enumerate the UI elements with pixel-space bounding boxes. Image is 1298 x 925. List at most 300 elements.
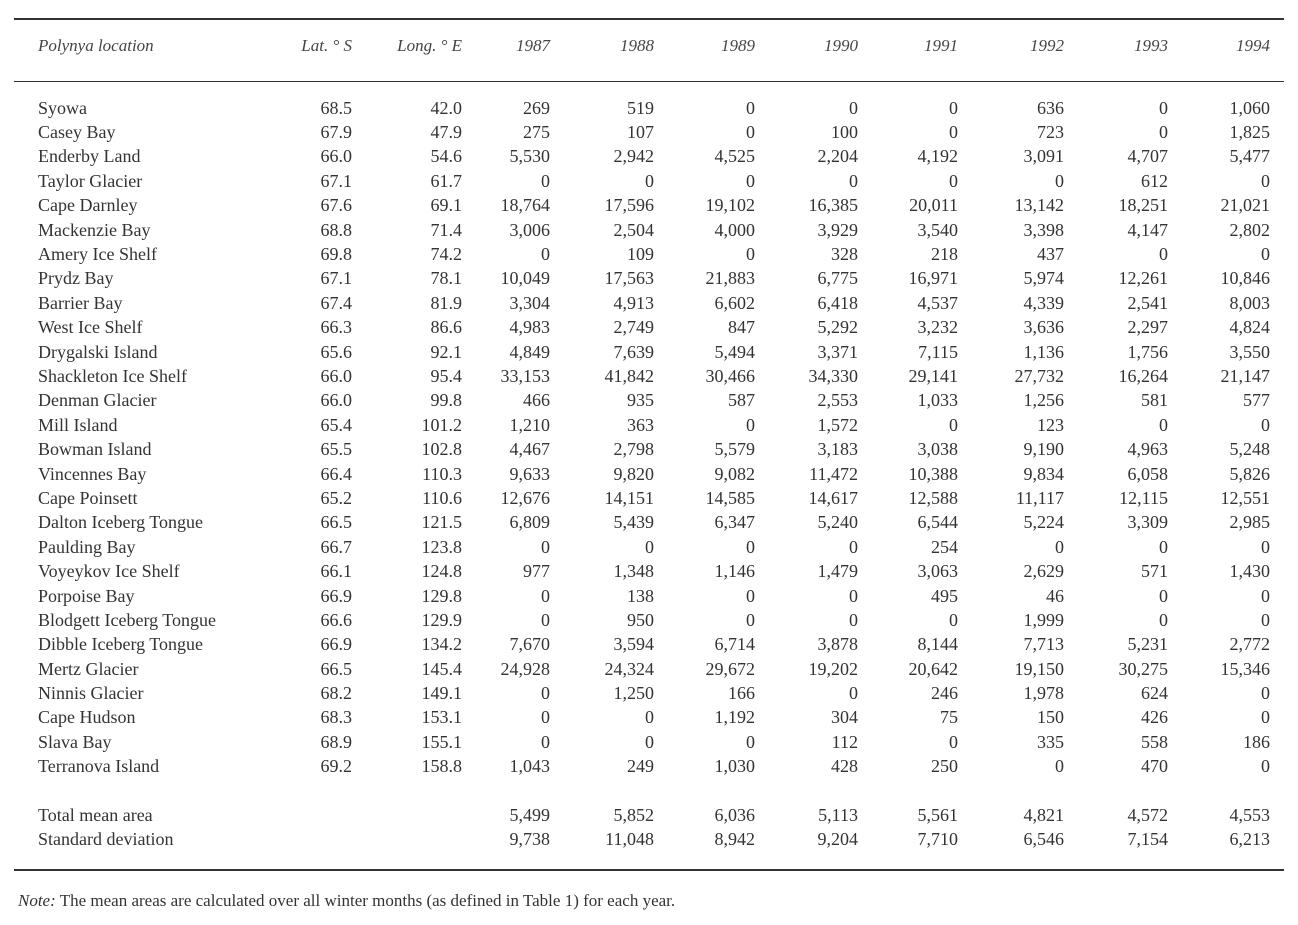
cell-y1990: 16,385	[808, 195, 858, 216]
cell-long: 86.6	[430, 317, 462, 338]
cell-y1993: 1,756	[1127, 341, 1168, 362]
cell-y1994: 5,826	[1229, 463, 1270, 484]
cell-y1989: 0	[746, 609, 755, 630]
cell-lat: 67.6	[320, 195, 352, 216]
cell-y1990: 11,472	[809, 463, 858, 484]
cell-location: Mill Island	[38, 414, 118, 435]
cell-y1988: 1,348	[613, 561, 654, 582]
cell-lat: 66.5	[320, 512, 352, 533]
cell-y1988: 0	[645, 707, 654, 728]
cell-y1991: 495	[931, 585, 958, 606]
cell-y1988: 9,820	[613, 463, 654, 484]
cell-y1991: 7,710	[917, 829, 958, 850]
cell-long: 99.8	[430, 390, 462, 411]
cell-y1989: 6,714	[714, 634, 755, 655]
cell-location: Porpoise Bay	[38, 585, 135, 606]
cell-long: 69.1	[430, 195, 462, 216]
cell-y1988: 363	[627, 414, 654, 435]
cell-location: Blodgett Iceberg Tongue	[38, 609, 217, 630]
cell-y1991: 246	[931, 683, 958, 704]
cell-y1990: 5,240	[817, 512, 858, 533]
table-row	[0, 340, 1270, 364]
cell-y1990: 304	[831, 707, 858, 728]
cell-y1992: 1,256	[1023, 390, 1064, 411]
header-1987: 1987	[516, 36, 550, 55]
cell-y1992: 0	[1055, 756, 1064, 777]
cell-y1993: 0	[1159, 585, 1168, 606]
cell-y1989: 21,883	[705, 268, 755, 289]
cell-y1991: 8,144	[917, 634, 958, 655]
cell-y1993: 0	[1159, 122, 1168, 143]
cell-y1988: 1,250	[613, 683, 654, 704]
cell-y1991: 254	[931, 536, 958, 557]
cell-y1988: 950	[627, 609, 654, 630]
cell-long: 92.1	[430, 341, 462, 362]
header-polynya-location: Polynya location	[38, 36, 154, 55]
cell-location: Dibble Iceberg Tongue	[38, 634, 204, 655]
cell-y1992: 9,190	[1023, 439, 1064, 460]
cell-y1992: 123	[1037, 414, 1064, 435]
table-row	[0, 267, 1270, 291]
cell-y1994: 0	[1261, 244, 1270, 265]
cell-location: Voyeykov Ice Shelf	[38, 561, 180, 582]
cell-y1993: 4,572	[1127, 804, 1168, 825]
cell-lat: 66.0	[320, 390, 352, 411]
cell-y1991: 4,192	[917, 146, 958, 167]
cell-y1987: 18,764	[500, 195, 550, 216]
cell-y1990: 3,929	[817, 219, 858, 240]
cell-long: 145.4	[421, 658, 462, 679]
cell-y1988: 0	[645, 731, 654, 752]
table-row	[0, 584, 1270, 608]
cell-y1988: 11,048	[605, 829, 654, 850]
cell-y1987: 9,633	[509, 463, 550, 484]
cell-y1989: 6,036	[714, 804, 755, 825]
cell-y1989: 0	[746, 122, 755, 143]
cell-long: 61.7	[430, 170, 462, 191]
cell-long: 71.4	[430, 219, 462, 240]
cell-long: 123.8	[421, 536, 462, 557]
cell-y1991: 10,388	[908, 463, 958, 484]
cell-location: Mackenzie Bay	[38, 219, 151, 240]
cell-location: Ninnis Glacier	[38, 683, 144, 704]
cell-lat: 66.4	[320, 463, 352, 484]
table-row	[0, 633, 1270, 657]
cell-y1994: 21,021	[1220, 195, 1270, 216]
cell-y1994: 21,147	[1220, 365, 1270, 386]
cell-y1992: 0	[1055, 536, 1064, 557]
table-row	[0, 706, 1270, 730]
cell-y1991: 75	[940, 707, 958, 728]
cell-lat: 66.1	[320, 561, 352, 582]
cell-lat: 67.1	[320, 170, 352, 191]
cell-y1987: 0	[541, 609, 550, 630]
cell-y1987: 466	[523, 390, 550, 411]
cell-y1993: 3,309	[1127, 512, 1168, 533]
cell-y1994: 2,985	[1229, 512, 1270, 533]
cell-y1992: 150	[1037, 707, 1064, 728]
cell-y1993: 7,154	[1127, 829, 1168, 850]
cell-y1989: 4,525	[714, 146, 755, 167]
cell-long: 102.8	[421, 439, 462, 460]
cell-y1987: 1,043	[509, 756, 550, 777]
cell-lat: 68.3	[320, 707, 352, 728]
cell-y1994: 5,477	[1229, 146, 1270, 167]
cell-y1994: 4,824	[1229, 317, 1270, 338]
cell-y1991: 29,141	[908, 365, 958, 386]
cell-lat: 66.0	[320, 365, 352, 386]
cell-y1991: 20,642	[908, 658, 958, 679]
cell-y1994: 12,551	[1220, 487, 1270, 508]
cell-y1993: 4,963	[1127, 439, 1168, 460]
cell-y1988: 0	[645, 536, 654, 557]
cell-y1987: 1,210	[509, 414, 550, 435]
cell-location: West Ice Shelf	[38, 317, 143, 338]
cell-long: 158.8	[421, 756, 462, 777]
table-row	[0, 755, 1270, 779]
cell-y1989: 29,672	[705, 658, 755, 679]
cell-y1994: 0	[1261, 707, 1270, 728]
cell-y1992: 723	[1037, 122, 1064, 143]
cell-y1988: 935	[627, 390, 654, 411]
header-1990: 1990	[824, 36, 858, 55]
cell-y1993: 6,058	[1127, 463, 1168, 484]
cell-y1994: 0	[1261, 609, 1270, 630]
note-label: Note:	[18, 891, 56, 910]
table-row	[0, 535, 1270, 559]
cell-y1992: 7,713	[1023, 634, 1064, 655]
cell-y1991: 3,038	[917, 439, 958, 460]
table-row	[0, 194, 1270, 218]
cell-y1991: 16,971	[908, 268, 958, 289]
table-row	[0, 657, 1270, 681]
cell-long: 101.2	[421, 414, 462, 435]
cell-long: 110.6	[422, 487, 462, 508]
cell-long: 121.5	[421, 512, 462, 533]
cell-y1991: 3,063	[917, 561, 958, 582]
cell-location: Prydz Bay	[38, 268, 114, 289]
cell-y1990: 6,775	[817, 268, 858, 289]
cell-long: 124.8	[421, 561, 462, 582]
table-row	[0, 316, 1270, 340]
cell-y1987: 0	[541, 244, 550, 265]
table-row	[0, 242, 1270, 266]
cell-y1991: 0	[949, 97, 958, 118]
cell-y1994: 0	[1261, 683, 1270, 704]
cell-y1989: 0	[746, 170, 755, 191]
cell-y1988: 2,504	[613, 219, 654, 240]
cell-location: Paulding Bay	[38, 536, 136, 557]
cell-y1988: 109	[627, 244, 654, 265]
cell-y1989: 8,942	[714, 829, 755, 850]
cell-y1990: 5,113	[818, 804, 858, 825]
cell-y1991: 0	[949, 731, 958, 752]
cell-y1987: 275	[523, 122, 550, 143]
cell-y1990: 0	[849, 170, 858, 191]
table-row	[0, 437, 1270, 461]
cell-y1990: 2,553	[817, 390, 858, 411]
table-row	[0, 413, 1270, 437]
cell-y1991: 218	[931, 244, 958, 265]
cell-y1987: 6,809	[509, 512, 550, 533]
cell-lat: 66.5	[320, 658, 352, 679]
cell-y1992: 437	[1037, 244, 1064, 265]
cell-y1989: 5,494	[714, 341, 755, 362]
cell-y1993: 16,264	[1118, 365, 1168, 386]
cell-long	[352, 803, 462, 827]
cell-y1993: 0	[1159, 414, 1168, 435]
cell-y1991: 0	[949, 122, 958, 143]
header-1994: 1994	[1236, 36, 1270, 55]
cell-y1992: 27,732	[1014, 365, 1064, 386]
cell-y1987: 3,006	[509, 219, 550, 240]
cell-y1988: 519	[627, 97, 654, 118]
cell-y1988: 17,596	[604, 195, 654, 216]
cell-y1991: 4,537	[917, 292, 958, 313]
cell-y1993: 0	[1159, 609, 1168, 630]
cell-y1990: 9,204	[817, 829, 858, 850]
cell-y1989: 1,192	[714, 707, 755, 728]
cell-y1992: 3,091	[1023, 146, 1064, 167]
cell-y1992: 11,117	[1015, 487, 1064, 508]
cell-y1989: 0	[746, 731, 755, 752]
cell-long: 134.2	[421, 634, 462, 655]
cell-long	[352, 827, 462, 851]
cell-y1989: 1,030	[714, 756, 755, 777]
cell-y1994: 4,553	[1229, 804, 1270, 825]
cell-y1993: 2,297	[1127, 317, 1168, 338]
cell-y1993: 624	[1141, 683, 1168, 704]
cell-lat: 69.2	[320, 756, 352, 777]
cell-y1988: 7,639	[613, 341, 654, 362]
cell-y1988: 4,913	[613, 292, 654, 313]
cell-long: 153.1	[421, 707, 462, 728]
cell-y1989: 0	[746, 585, 755, 606]
cell-y1989: 0	[746, 536, 755, 557]
table-row	[0, 169, 1270, 193]
cell-location: Bowman Island	[38, 439, 152, 460]
cell-y1994: 15,346	[1220, 658, 1270, 679]
cell-y1988: 14,151	[604, 487, 654, 508]
cell-y1990: 0	[849, 536, 858, 557]
cell-y1988: 3,594	[613, 634, 654, 655]
header-rule	[14, 81, 1284, 82]
summary-table	[0, 803, 1270, 852]
cell-y1989: 0	[746, 244, 755, 265]
table-row	[0, 364, 1270, 388]
cell-long: 95.4	[430, 365, 462, 386]
cell-lat: 66.9	[320, 585, 352, 606]
cell-lat: 65.6	[320, 341, 352, 362]
table-row	[0, 389, 1270, 413]
cell-lat: 66.6	[320, 609, 352, 630]
cell-y1992: 5,224	[1023, 512, 1064, 533]
cell-long: 110.3	[422, 463, 462, 484]
cell-y1990: 0	[849, 683, 858, 704]
cell-y1993: 470	[1141, 756, 1168, 777]
cell-long: 129.8	[421, 585, 462, 606]
cell-y1990: 428	[831, 756, 858, 777]
cell-y1990: 1,572	[817, 414, 858, 435]
cell-y1993: 4,707	[1127, 146, 1168, 167]
cell-y1993: 18,251	[1118, 195, 1168, 216]
cell-y1989: 1,146	[714, 561, 755, 582]
cell-y1990: 3,878	[817, 634, 858, 655]
cell-lat: 68.5	[320, 97, 352, 118]
cell-y1993: 571	[1141, 561, 1168, 582]
cell-location: Casey Bay	[38, 122, 116, 143]
cell-y1987: 0	[541, 170, 550, 191]
header-1991: 1991	[924, 36, 958, 55]
cell-y1992: 46	[1046, 585, 1064, 606]
cell-y1990: 14,617	[808, 487, 858, 508]
cell-location: Taylor Glacier	[38, 170, 143, 191]
note-text: The mean areas are calculated over all winter months (as defined in Table 1) for each year.	[55, 891, 676, 910]
cell-y1989: 30,466	[705, 365, 755, 386]
cell-y1990: 2,204	[817, 146, 858, 167]
cell-y1988: 249	[627, 756, 654, 777]
cell-location: Standard deviation	[38, 829, 174, 850]
cell-location: Barrier Bay	[38, 292, 123, 313]
cell-y1988: 138	[627, 585, 654, 606]
cell-y1992: 4,339	[1023, 292, 1064, 313]
table-row	[0, 608, 1270, 632]
cell-y1991: 3,540	[917, 219, 958, 240]
cell-y1991: 0	[949, 170, 958, 191]
cell-y1990: 0	[849, 585, 858, 606]
cell-y1988: 0	[645, 170, 654, 191]
cell-long: 81.9	[430, 292, 462, 313]
cell-long: 42.0	[430, 97, 462, 118]
cell-lat: 67.1	[320, 268, 352, 289]
cell-y1994: 6,213	[1229, 829, 1270, 850]
cell-y1992: 3,636	[1023, 317, 1064, 338]
cell-y1990: 328	[831, 244, 858, 265]
cell-y1994: 0	[1261, 756, 1270, 777]
cell-y1993: 12,115	[1119, 487, 1168, 508]
cell-y1993: 12,261	[1118, 268, 1168, 289]
cell-lat: 68.8	[320, 219, 352, 240]
cell-y1992: 13,142	[1014, 195, 1064, 216]
table-row	[0, 120, 1270, 144]
cell-y1992: 1,999	[1023, 609, 1064, 630]
cell-y1989: 587	[728, 390, 755, 411]
cell-y1991: 5,561	[917, 804, 958, 825]
cell-y1988: 5,852	[613, 804, 654, 825]
cell-y1988: 2,798	[613, 439, 654, 460]
cell-y1992: 9,834	[1023, 463, 1064, 484]
cell-y1991: 6,544	[917, 512, 958, 533]
cell-y1990: 34,330	[808, 365, 858, 386]
cell-lat: 65.2	[320, 487, 352, 508]
cell-y1989: 847	[728, 317, 755, 338]
cell-location: Cape Darnley	[38, 195, 138, 216]
header-1988: 1988	[620, 36, 654, 55]
cell-y1988: 5,439	[613, 512, 654, 533]
cell-y1990: 5,292	[817, 317, 858, 338]
cell-location: Cape Poinsett	[38, 487, 138, 508]
cell-y1987: 0	[541, 707, 550, 728]
summary-row	[0, 803, 1270, 827]
cell-lat: 65.4	[320, 414, 352, 435]
cell-y1987: 5,530	[509, 146, 550, 167]
cell-y1989: 6,602	[714, 292, 755, 313]
cell-y1994: 0	[1261, 414, 1270, 435]
cell-y1994: 186	[1243, 731, 1270, 752]
cell-y1990: 3,371	[817, 341, 858, 362]
cell-y1991: 7,115	[918, 341, 958, 362]
table-row	[0, 96, 1270, 120]
cell-location: Terranova Island	[38, 756, 160, 777]
table-row	[0, 462, 1270, 486]
cell-long: 129.9	[421, 609, 462, 630]
cell-y1987: 12,676	[500, 487, 550, 508]
cell-long: 78.1	[430, 268, 462, 289]
cell-long: 47.9	[430, 122, 462, 143]
cell-y1987: 4,467	[509, 439, 550, 460]
cell-y1992: 1,978	[1023, 683, 1064, 704]
cell-y1989: 0	[746, 97, 755, 118]
cell-lat: 68.9	[320, 731, 352, 752]
cell-location: Mertz Glacier	[38, 658, 139, 679]
cell-y1991: 0	[949, 414, 958, 435]
cell-y1994: 1,060	[1229, 97, 1270, 118]
cell-y1990: 19,202	[808, 658, 858, 679]
cell-y1987: 0	[541, 585, 550, 606]
cell-long: 155.1	[421, 731, 462, 752]
cell-y1989: 19,102	[705, 195, 755, 216]
cell-y1992: 0	[1055, 170, 1064, 191]
cell-location: Denman Glacier	[38, 390, 157, 411]
cell-long: 54.6	[430, 146, 462, 167]
cell-y1992: 3,398	[1023, 219, 1064, 240]
cell-y1994: 1,430	[1229, 561, 1270, 582]
table-note	[18, 891, 675, 911]
cell-y1993: 0	[1159, 97, 1168, 118]
cell-lat: 66.3	[320, 317, 352, 338]
cell-y1993: 426	[1141, 707, 1168, 728]
cell-y1990: 0	[849, 97, 858, 118]
table-row	[0, 681, 1270, 705]
cell-location: Syowa	[38, 97, 87, 118]
cell-y1988: 41,842	[604, 365, 654, 386]
cell-y1994: 2,772	[1229, 634, 1270, 655]
cell-y1987: 9,738	[509, 829, 550, 850]
cell-y1989: 4,000	[714, 219, 755, 240]
cell-y1989: 14,585	[705, 487, 755, 508]
cell-y1990: 1,479	[817, 561, 858, 582]
cell-y1987: 269	[523, 97, 550, 118]
cell-y1993: 581	[1141, 390, 1168, 411]
cell-y1994: 8,003	[1229, 292, 1270, 313]
cell-lat: 66.0	[320, 146, 352, 167]
cell-y1992: 5,974	[1023, 268, 1064, 289]
cell-y1987: 4,849	[509, 341, 550, 362]
header-1989: 1989	[721, 36, 755, 55]
cell-y1994: 3,550	[1229, 341, 1270, 362]
cell-location: Cape Hudson	[38, 707, 136, 728]
cell-y1990: 3,183	[817, 439, 858, 460]
cell-lat: 68.2	[320, 683, 352, 704]
cell-y1991: 1,033	[917, 390, 958, 411]
cell-location: Shackleton Ice Shelf	[38, 365, 187, 386]
cell-long: 74.2	[430, 244, 462, 265]
cell-y1992: 6,546	[1023, 829, 1064, 850]
cell-y1994: 2,802	[1229, 219, 1270, 240]
cell-location: Total mean area	[38, 804, 153, 825]
cell-y1991: 12,588	[908, 487, 958, 508]
header-1993: 1993	[1134, 36, 1168, 55]
